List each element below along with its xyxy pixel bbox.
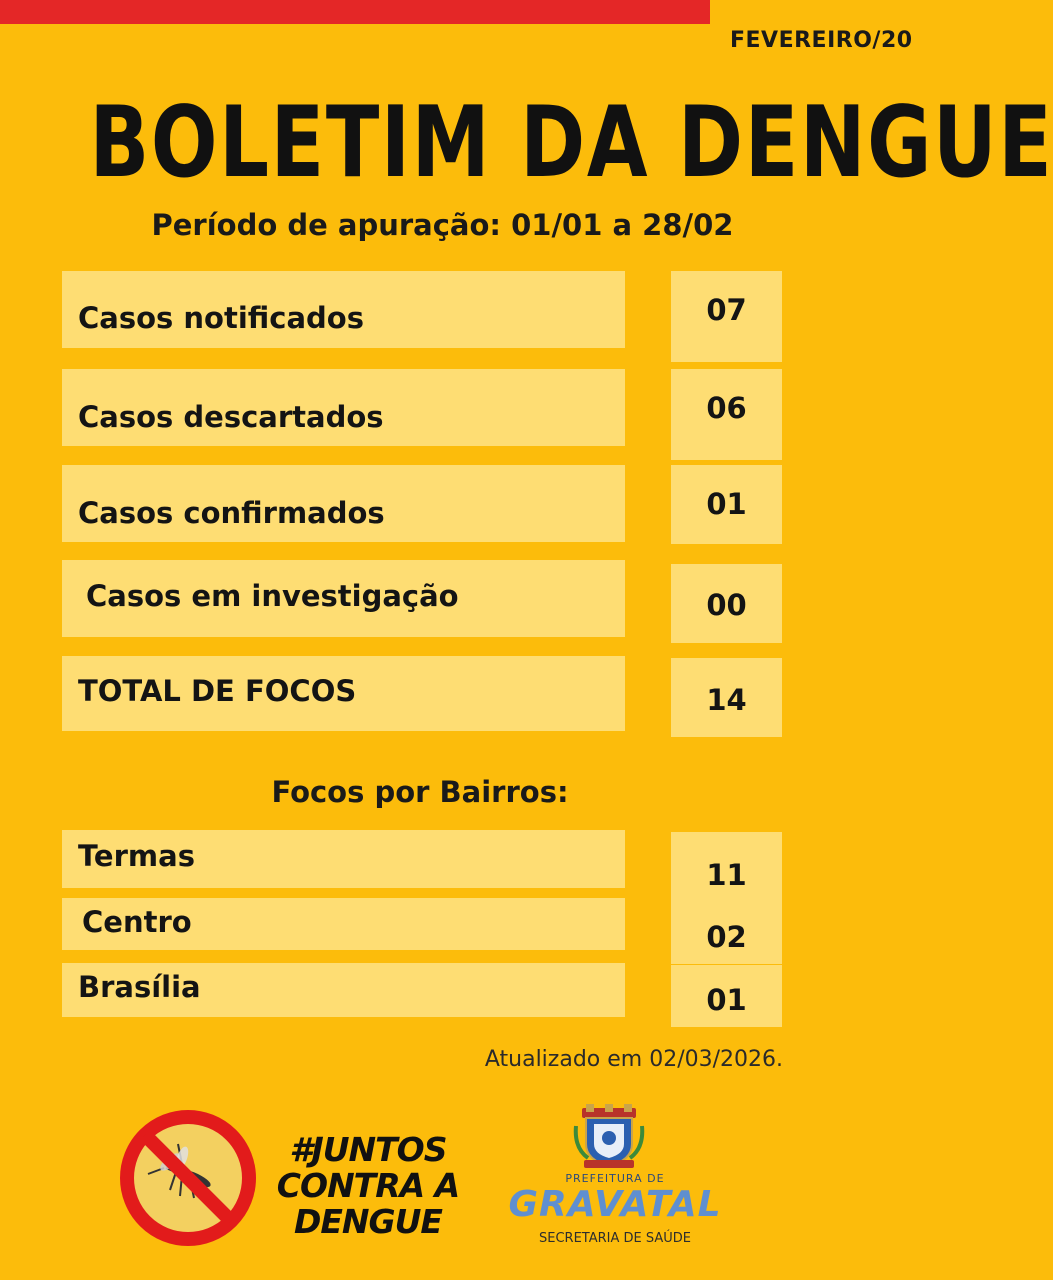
stat-value-investigacao: 00	[671, 564, 782, 643]
municipal-crest-icon	[572, 1104, 646, 1170]
top-red-bar	[0, 0, 710, 24]
stat-label-investigacao: Casos em investigação	[62, 560, 625, 637]
stat-value-descartados: 06	[671, 369, 782, 460]
period-subtitle: Período de apuração: 01/01 a 28/02	[151, 208, 734, 242]
secretaria-label: SECRETARIA DE SAÚDE	[539, 1231, 691, 1246]
campaign-line-2: CONTRA A	[276, 1166, 460, 1205]
bairro-value-brasilia: 01	[671, 965, 782, 1027]
section-heading-bairros: Focos por Bairros:	[271, 775, 569, 809]
month-label: FEVEREIRO/20	[730, 28, 913, 53]
stat-label-total-focos: TOTAL DE FOCOS	[62, 656, 625, 731]
prefeitura-name: GRAVATAL	[508, 1184, 722, 1225]
stat-label-confirmados: Casos confirmados	[62, 465, 625, 542]
stat-label-notificados: Casos notificados	[62, 271, 625, 348]
campaign-line-3: DENGUE	[294, 1202, 442, 1241]
no-mosquito-icon	[118, 1108, 258, 1248]
bairro-label-termas: Termas	[62, 830, 625, 888]
stat-label-descartados: Casos descartados	[62, 369, 625, 446]
campaign-slogan	[268, 1132, 468, 1240]
bairro-value-termas: 11	[671, 832, 782, 904]
bairro-value-centro: 02	[671, 900, 782, 964]
page-title: BOLETIM DA DENGUE	[89, 86, 1053, 200]
stat-value-total-focos: 14	[671, 658, 782, 737]
campaign-line-1: #JUNTOS	[289, 1130, 447, 1169]
prefeitura-label: PREFEITURA DE	[565, 1172, 665, 1185]
updated-date: Atualizado em 02/03/2026.	[484, 1047, 783, 1072]
stat-value-confirmados: 01	[671, 465, 782, 544]
stat-value-notificados: 07	[671, 271, 782, 362]
bairro-label-centro: Centro	[62, 898, 625, 950]
bairro-label-brasilia: Brasília	[62, 963, 625, 1017]
